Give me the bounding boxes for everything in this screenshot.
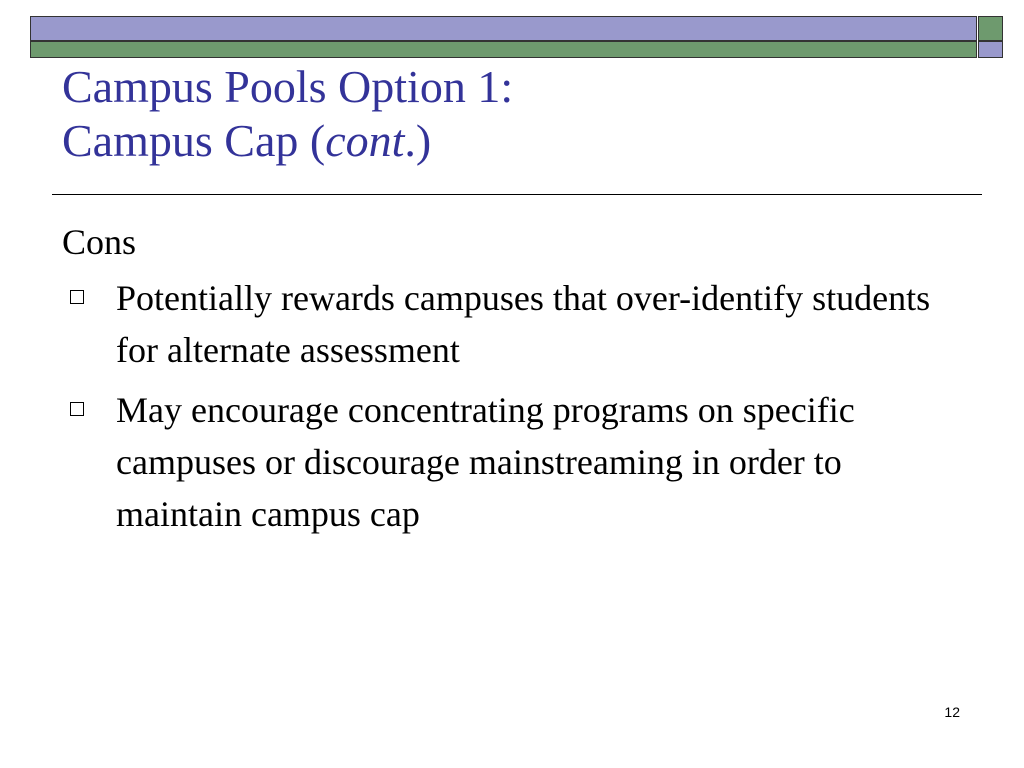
hollow-square-bullet-icon	[70, 290, 84, 304]
bullet-list	[62, 272, 942, 540]
header-bar-green	[30, 41, 977, 58]
title-line-1: Campus Pools Option 1:	[62, 61, 514, 112]
slide-title	[62, 60, 962, 168]
slide-body	[62, 216, 942, 548]
header-bar-purple	[30, 16, 977, 41]
hollow-square-bullet-icon	[70, 402, 84, 416]
title-line-2-italic: cont	[325, 115, 405, 166]
header-square-green	[978, 16, 1003, 41]
title-divider	[52, 194, 982, 195]
title-line-2-prefix: Campus Cap (	[62, 115, 326, 166]
bullet-item	[62, 384, 942, 540]
bullet-text: May encourage concentrating programs on specific campuses or discourage mainstreaming in order to maintain campus cap	[116, 390, 855, 534]
title-line-2-suffix: .)	[404, 115, 432, 166]
bullet-item	[62, 272, 942, 376]
bullet-text: Potentially rewards campuses that over-identify students for alternate assessment	[116, 278, 931, 370]
page-number: 12	[944, 704, 960, 720]
header-square-purple	[978, 41, 1003, 58]
cons-heading: Cons	[62, 222, 137, 262]
